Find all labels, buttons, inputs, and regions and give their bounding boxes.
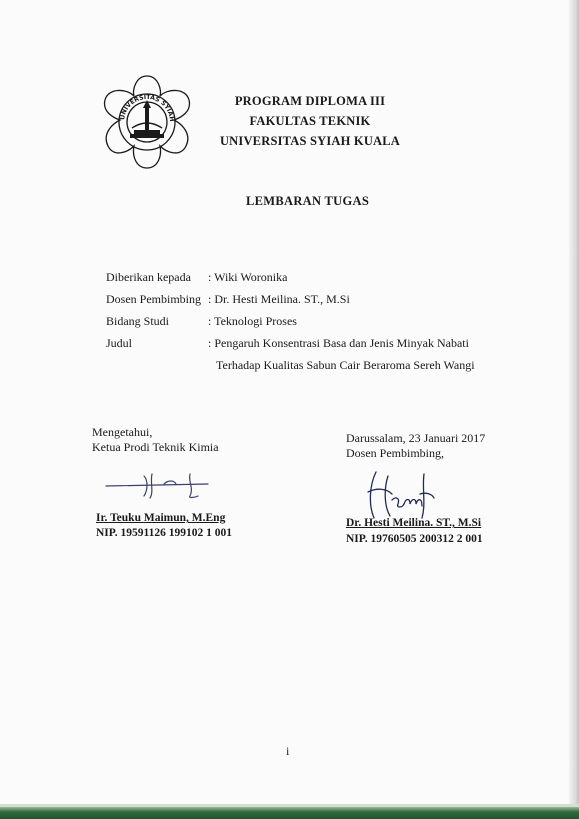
binding-strip: [0, 807, 579, 819]
seal-text: UNIVERSITAS SYIAH: [119, 93, 176, 123]
field-label: Diberikan kepada: [106, 270, 191, 284]
left-sig-name: Ir. Teuku Maimun, M.Eng: [96, 512, 226, 524]
left-sig-nip: NIP. 19591126 199102 1 001: [96, 527, 232, 539]
field-label: Dosen Pembimbing: [106, 292, 201, 306]
right-sig-name: Dr. Hesti Meilina. ST., M.Si: [346, 517, 482, 529]
header-university: UNIVERSITAS SYIAH KUALA: [219, 134, 401, 148]
header-program: PROGRAM DIPLOMA III: [234, 94, 386, 108]
field-label: Judul: [106, 336, 133, 350]
svg-text:UNIVERSITAS SYIAH KUALA: [88, 72, 175, 122]
field-value: : Wiki Woronika: [208, 270, 288, 284]
page-number: i: [286, 744, 290, 758]
right-sig-line1: Darussalam, 23 Januari 2017: [346, 431, 486, 445]
right-sig-line2: Dosen Pembimbing,: [346, 446, 444, 460]
field-value: : Dr. Hesti Meilina. ST., M.Si: [208, 292, 350, 306]
right-signature-image: [364, 470, 444, 522]
field-value-line2: Terhadap Kualitas Sabun Cair Beraroma Sereh Wangi: [216, 358, 475, 372]
field-value: : Pengaruh Konsentrasi Basa dan Jenis Minyak Nabati: [208, 336, 469, 350]
field-label: Bidang Studi: [106, 314, 170, 328]
field-judul-continued: [216, 358, 475, 373]
left-sig-line2: Ketua Prodi Teknik Kimia: [92, 440, 219, 454]
university-logo: [88, 72, 206, 172]
scan-edge: [569, 0, 579, 819]
page-title: LEMBARAN TUGAS: [246, 194, 370, 208]
field-value: : Teknologi Proses: [208, 314, 297, 328]
left-signature-image: [104, 470, 214, 500]
right-sig-nip: NIP. 19760505 200312 2 001: [346, 533, 483, 545]
header-faculty: FAKULTAS TEKNIK: [249, 114, 371, 128]
left-sig-line1: Mengetahui,: [92, 425, 153, 439]
